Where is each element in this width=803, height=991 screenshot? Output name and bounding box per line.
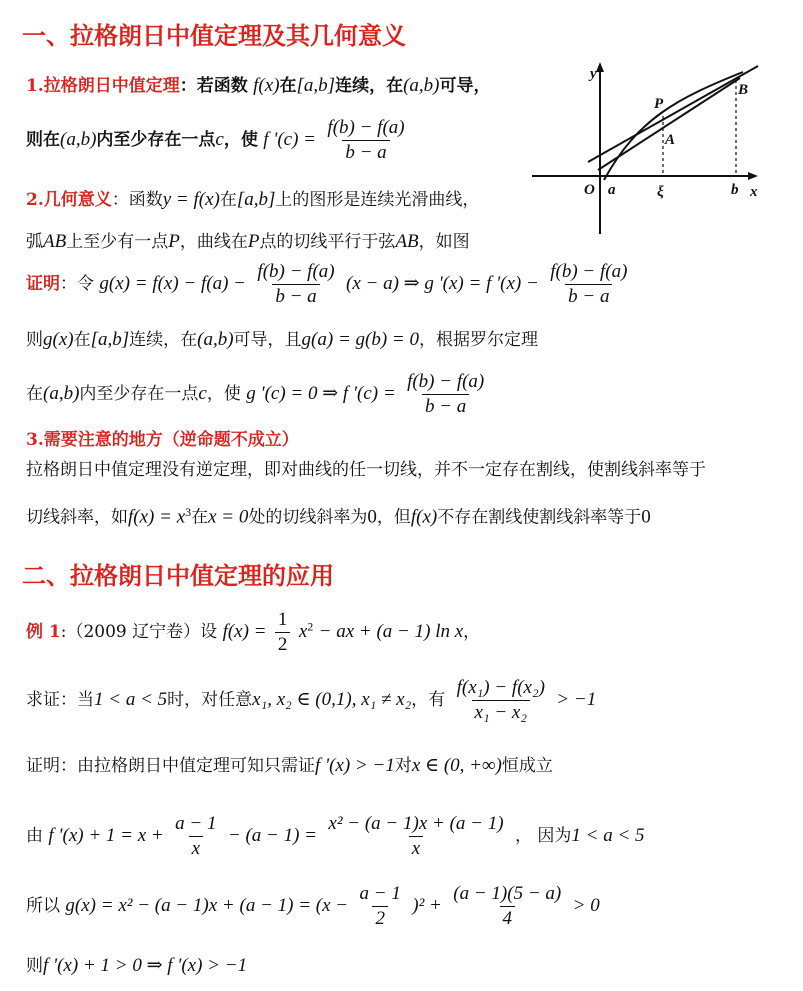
fraction-numerator: f(b) − f(a): [327, 117, 405, 138]
solution-line1: [26, 756, 553, 776]
rolle-line: [26, 330, 538, 350]
math: f(x): [253, 75, 280, 96]
math: 1 < a < 5: [571, 825, 645, 846]
math: P: [247, 231, 260, 252]
math: (a,b): [197, 329, 234, 350]
text: ，使: [223, 130, 258, 150]
text: 上至少有一点: [66, 232, 169, 252]
math: y = f(x): [162, 189, 220, 210]
point-A-label: A: [665, 132, 676, 148]
fraction-numerator: f(b) − f(a): [407, 371, 485, 392]
math: 0: [641, 506, 651, 528]
fraction-denominator: 4: [500, 906, 516, 929]
math: (x − a) ⇒ g '(x) = f '(x) −: [346, 273, 539, 294]
math: [a,b]: [296, 75, 336, 96]
text: ：令: [60, 274, 94, 294]
solution-fraction-3: [357, 884, 404, 929]
text: ：若函数: [179, 76, 248, 96]
solution-fraction-2: [325, 814, 506, 859]
math: > 0: [572, 895, 600, 916]
text: ， 因为: [514, 826, 572, 846]
text: ，根据罗尔定理: [419, 330, 538, 350]
text: 时，对任意: [167, 690, 253, 710]
math: g '(c) = 0 ⇒ f '(c) =: [246, 383, 396, 404]
text: 则在: [26, 130, 60, 150]
fraction-numerator: f(b) − f(a): [257, 261, 335, 282]
y-axis-label: y: [590, 66, 597, 82]
text: 在: [26, 384, 43, 404]
text: 由: [26, 826, 43, 846]
section1-title: 一、拉格朗日中值定理及其几何意义: [22, 22, 406, 50]
conclusion-fraction: [404, 372, 487, 417]
text: ，曲线在: [179, 232, 248, 252]
text: 求证：当: [26, 690, 94, 710]
text: 连续，在: [335, 76, 404, 96]
note-label: 3.需要注意的地方（逆命题不成立）: [26, 430, 299, 450]
mean-value-figure: [528, 58, 768, 238]
math: [a,b]: [236, 189, 276, 210]
text: ，如图: [418, 232, 470, 252]
math: 1 < a < 5: [94, 689, 168, 710]
math: x₁, x₂ ∈ (0,1), x₁ ≠ x₂: [252, 689, 412, 710]
geometric-meaning-line1: [26, 190, 479, 210]
fraction-numerator: f(b) − f(a): [550, 261, 628, 282]
geometric-label: 2.几何意义: [26, 190, 112, 210]
text: 在: [191, 507, 209, 528]
text: 所以: [26, 896, 60, 916]
text: ，使: [206, 384, 241, 404]
text: 弧: [26, 232, 43, 252]
proof-fraction-2: [547, 262, 630, 307]
example-line: [26, 610, 480, 655]
text: 证明：由拉格朗日中值定理可知只需证: [26, 756, 315, 776]
y-axis-arrow-icon: [596, 62, 604, 72]
math: g(a) = g(b) = 0: [301, 329, 419, 350]
origin-label: O: [584, 182, 595, 198]
fraction-numerator: a − 1: [359, 883, 401, 904]
point-xi-label: ξ: [657, 184, 664, 200]
proof-label: 证明: [26, 274, 60, 294]
geometric-meaning-line2: [26, 232, 470, 252]
text: 切线斜率，如: [26, 507, 128, 528]
math: c: [215, 129, 224, 150]
fraction-numerator: (a − 1)(5 − a): [453, 883, 562, 904]
fraction-denominator: 2: [275, 632, 291, 655]
math: x: [298, 621, 308, 642]
math: x ∈ (0, +∞): [411, 755, 502, 776]
text: 在: [219, 190, 237, 210]
fraction-numerator: f(x₁) − f(x₂): [456, 677, 545, 698]
x-axis-label: x: [750, 184, 758, 200]
fraction-numerator: 1: [277, 609, 288, 630]
fraction-numerator: x² − (a − 1)x + (a − 1): [328, 813, 504, 834]
text: 对: [394, 756, 412, 776]
math: f(x): [410, 506, 438, 528]
text: ，: [463, 622, 481, 642]
point-b-label: b: [731, 182, 739, 198]
text: 点的切线平行于弦: [259, 232, 396, 252]
point-a-label: a: [608, 182, 616, 198]
text: 处的切线斜率为: [248, 507, 368, 528]
fraction-denominator: x₁ − x₂: [472, 700, 530, 723]
math: > −1: [556, 689, 597, 710]
math: c: [198, 383, 207, 404]
math: AB: [395, 231, 419, 252]
math: f '(x) > −1: [315, 755, 395, 776]
fraction-denominator: b − a: [272, 284, 319, 307]
fraction-denominator: 2: [372, 906, 388, 929]
section2-title: 二、拉格朗日中值定理的应用: [22, 562, 334, 590]
text: 上的图形是连续光滑曲线，: [275, 190, 480, 210]
fraction-denominator: x: [409, 836, 423, 859]
theorem-statement-line1: [26, 76, 490, 96]
text: ，但: [376, 507, 411, 528]
text: 连续，在: [129, 330, 198, 350]
math: g(x): [43, 329, 74, 350]
text: 恒成立: [501, 756, 553, 776]
example-source: :（2009 辽宁卷）设: [60, 622, 218, 642]
text: 内至少存在一点: [96, 130, 216, 150]
solution-line2: [26, 814, 645, 859]
curve: [604, 72, 743, 180]
fraction-denominator: b − a: [342, 140, 389, 163]
fraction-numerator: a − 1: [175, 813, 217, 834]
text: ：函数: [111, 190, 163, 210]
text: 在: [73, 330, 91, 350]
text: 则: [26, 330, 43, 350]
proof-line: [26, 262, 633, 307]
superscript: 2: [307, 619, 314, 634]
text: ，有: [411, 690, 446, 710]
superscript: 3: [185, 505, 192, 519]
text: 可导，: [439, 76, 491, 96]
math: − (a − 1) =: [227, 825, 317, 846]
math: (a,b): [60, 129, 97, 150]
fraction-denominator: b − a: [422, 394, 469, 417]
math: f '(c) =: [263, 129, 317, 150]
math: (a,b): [43, 383, 80, 404]
math: g(x) = f(x) − f(a) −: [99, 273, 247, 294]
point-P-label: P: [654, 96, 664, 112]
solution-fraction-4: [450, 884, 564, 929]
math: 0: [367, 506, 377, 528]
math: [a,b]: [90, 329, 130, 350]
note-line2: [26, 502, 651, 528]
solution-line3: [26, 884, 600, 929]
proof-fraction-1: [254, 262, 337, 307]
fraction-denominator: x: [189, 836, 203, 859]
text: 不存在割线使割线斜率等于: [437, 507, 642, 528]
math: f '(x) + 1 = x +: [48, 825, 164, 846]
fraction-denominator: b − a: [565, 284, 612, 307]
math: f '(x) + 1 > 0 ⇒ f '(x) > −1: [43, 955, 248, 976]
secant-line: [598, 78, 740, 170]
math: P: [168, 231, 180, 252]
math: x = 0: [208, 506, 249, 528]
theorem-statement-line2: [26, 118, 411, 163]
example-label: 例 1: [26, 622, 61, 642]
x-axis-arrow-icon: [748, 172, 758, 180]
note-line1: 拉格朗日中值定理没有逆定理，即对曲线的任一切线，并不一定存在割线，使割线斜率等于: [26, 460, 706, 480]
theorem-fraction: [324, 118, 407, 163]
math: (a,b): [403, 75, 440, 96]
solution-line4: [26, 956, 247, 976]
question-line: [26, 678, 596, 723]
solution-fraction-1: [172, 814, 219, 859]
half-fraction: [275, 610, 291, 655]
math: )² +: [412, 895, 442, 916]
math: g(x) = x² − (a − 1)x + (a − 1) = (x −: [65, 895, 349, 916]
math: f(x) = x: [128, 506, 186, 528]
text: 可导，且: [233, 330, 302, 350]
math: − ax + (a − 1) ln x: [318, 621, 464, 642]
text: 则: [26, 956, 43, 976]
text: 在: [279, 76, 297, 96]
math: f(x) =: [222, 621, 267, 642]
question-fraction: [454, 678, 548, 723]
math: AB: [43, 231, 67, 252]
text: 内至少存在一点: [79, 384, 199, 404]
conclusion-line: [26, 372, 490, 417]
point-B-label: B: [738, 82, 749, 98]
theorem-label: 1.拉格朗日中值定理: [26, 76, 180, 96]
